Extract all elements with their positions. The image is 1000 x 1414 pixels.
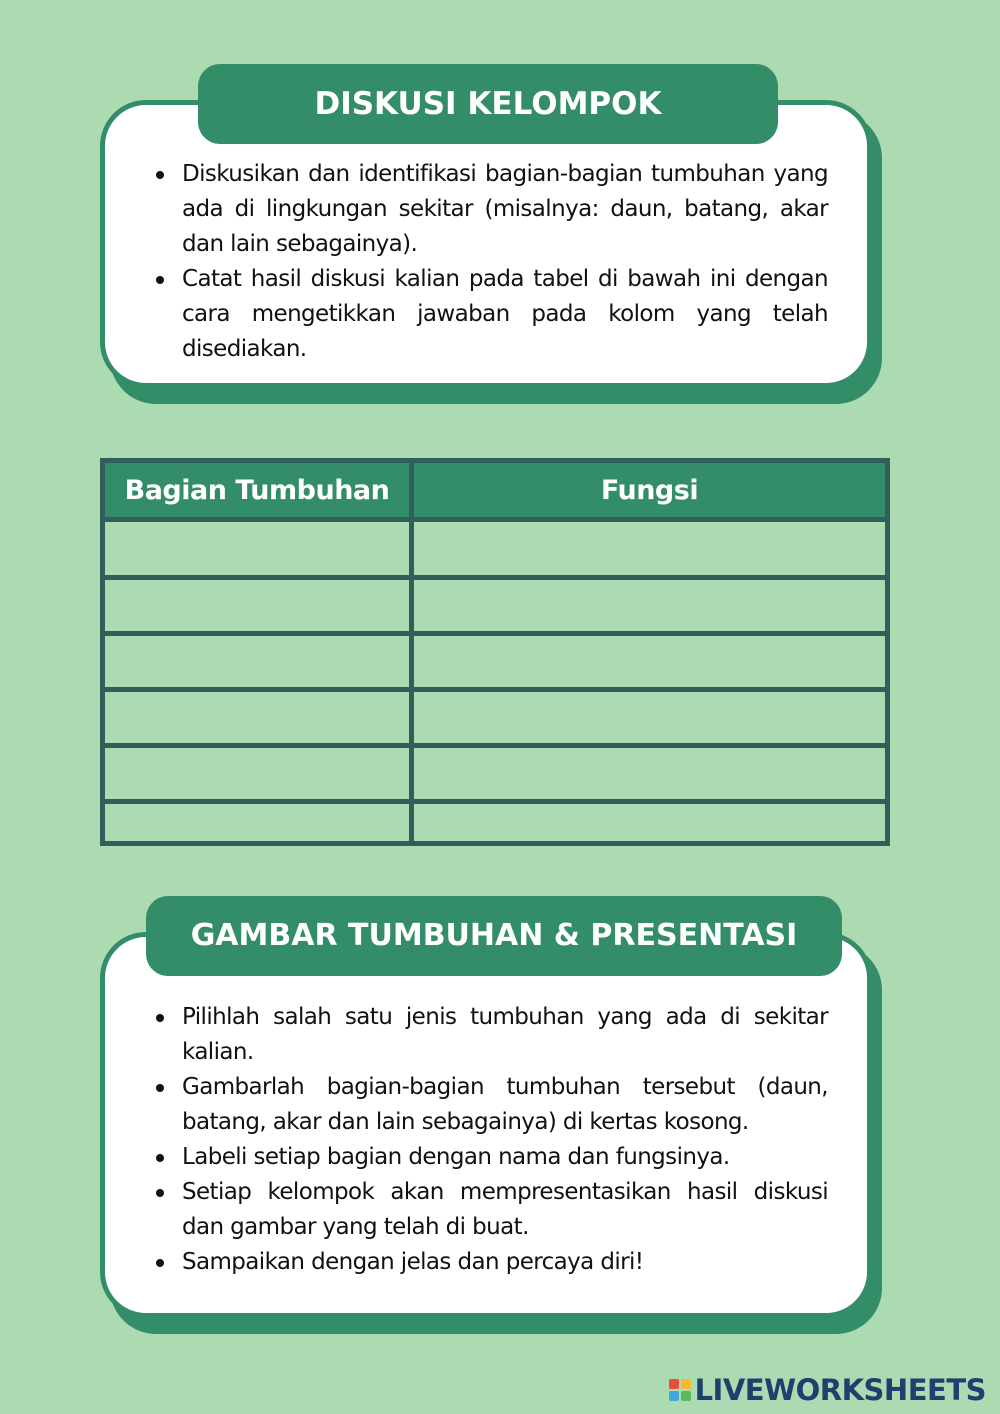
presentation-title: GAMBAR TUMBUHAN & PRESENTASI [146,896,842,976]
discussion-title: DISKUSI KELOMPOK [198,64,778,144]
logo-mark-l [669,1379,679,1389]
presentation-bullet: Setiap kelompok akan mempresentasikan hasil diskusi dan gambar yang telah di buat. [154,1175,828,1245]
function-input-cell[interactable] [414,522,885,575]
part-input-cell[interactable] [105,692,409,743]
function-input-cell[interactable] [414,580,885,631]
liveworksheets-logo-text: LIVEWORKSHEETS [694,1373,986,1407]
logo-mark-v [669,1391,679,1401]
function-input-cell[interactable] [414,748,885,799]
part-input-cell[interactable] [105,522,409,575]
logo-mark-e [681,1391,691,1401]
function-input-cell[interactable] [414,636,885,687]
logo-mark-i [681,1379,691,1389]
presentation-bullet: Pilihlah salah satu jenis tumbuhan yang ada di sekitar kalian. [154,1000,828,1070]
discussion-bullet: Catat hasil diskusi kalian pada tabel di bawah ini dengan cara mengetikkan jawaban pada kolom yang telah disediakan. [154,262,828,367]
presentation-instructions [154,1000,828,1280]
function-input-cell[interactable] [414,692,885,743]
discussion-bullet: Diskusikan dan identifikasi bagian-bagian tumbuhan yang ada di lingkungan sekitar (misalnya: daun, batang, akar dan lain sebagainya). [154,157,828,262]
liveworksheets-logo[interactable] [669,1372,986,1408]
function-input-cell[interactable] [414,804,885,841]
presentation-bullet: Labeli setiap bagian dengan nama dan fungsinya. [154,1140,828,1175]
table-header-part: Bagian Tumbuhan [105,463,409,517]
plant-parts-table [100,458,890,846]
liveworksheets-logo-icon [669,1379,691,1401]
presentation-bullet: Gambarlah bagian-bagian tumbuhan tersebut (daun, batang, akar dan lain sebagainya) di kertas kosong. [154,1070,828,1140]
part-input-cell[interactable] [105,804,409,841]
part-input-cell[interactable] [105,636,409,687]
table-header-function: Fungsi [414,463,885,517]
part-input-cell[interactable] [105,580,409,631]
part-input-cell[interactable] [105,748,409,799]
presentation-bullet: Sampaikan dengan jelas dan percaya diri! [154,1245,828,1280]
discussion-instructions [154,157,828,367]
